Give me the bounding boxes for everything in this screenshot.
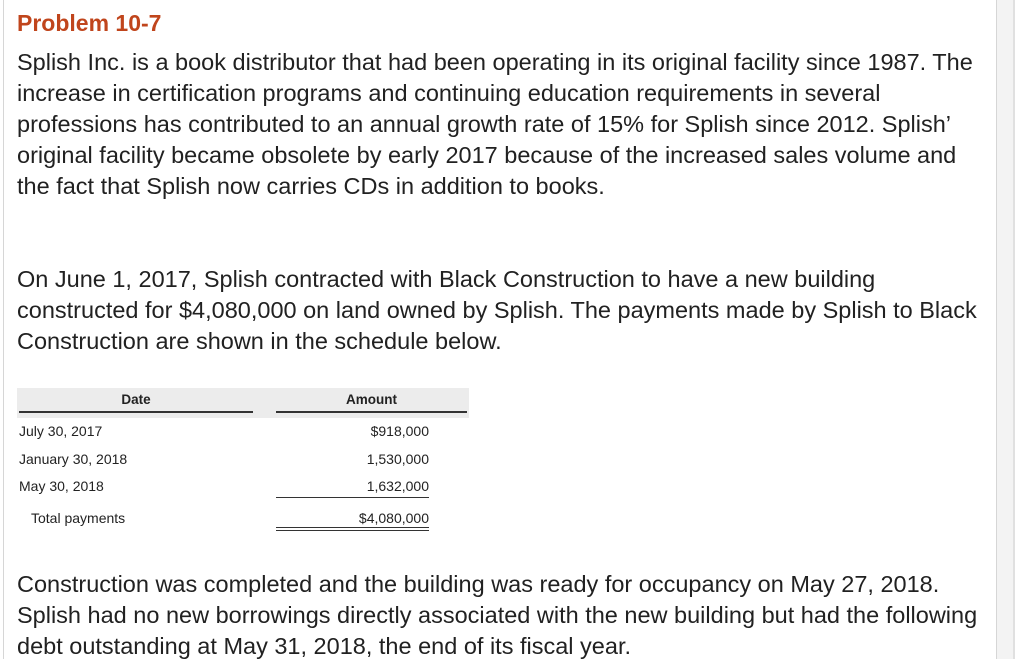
total-payments-amount: $4,080,000 [358, 510, 429, 526]
payment-1-amount: $918,000 [370, 423, 429, 439]
total-payments-label: Total payments [31, 510, 126, 526]
completion-paragraph: Construction was completed and the building was ready for occupancy on May 27, 2018. Splish had no new borrowings directly associated with the new building but had the following debt outstanding at May 31, 2018, the end of its fiscal year. [17, 571, 978, 659]
intro-paragraph: Splish Inc. is a book distributor that had been operating in its original facility since 1987. The increase in certification programs and continuing education requirements in several professions has contributed to an annual growth rate of 15% for Splish since 2012. Splish’ original facility became obsolete by early 2017 because of the increased sales volume and the fact that Splish now carries CDs in addition to books. [17, 49, 973, 199]
payment-1-date: July 30, 2017 [19, 423, 103, 439]
payment-2-amount: 1,530,000 [366, 451, 429, 467]
payment-3-date: May 30, 2018 [19, 478, 104, 494]
scrollbar-gutter[interactable] [997, 0, 1015, 659]
subtotal-rule [276, 497, 429, 498]
date-column-header: Date [121, 392, 151, 407]
left-border [3, 0, 4, 659]
amount-column-header: Amount [346, 392, 397, 407]
total-double-rule-top [276, 527, 429, 528]
payment-3-amount: 1,632,000 [366, 478, 429, 494]
contract-paragraph: On June 1, 2017, Splish contracted with Black Construction to have a new building constructed for $4,080,000 on land owned by Splish. The payments made by Splish to Black Construction are shown in the schedule below. [17, 266, 977, 354]
payment-schedule-table [17, 388, 469, 536]
problem-title: Problem 10-7 [17, 10, 162, 36]
payment-2-date: January 30, 2018 [19, 451, 128, 467]
total-double-rule-bottom [276, 530, 429, 531]
date-header-underline [19, 411, 253, 413]
amount-header-underline [276, 411, 467, 413]
